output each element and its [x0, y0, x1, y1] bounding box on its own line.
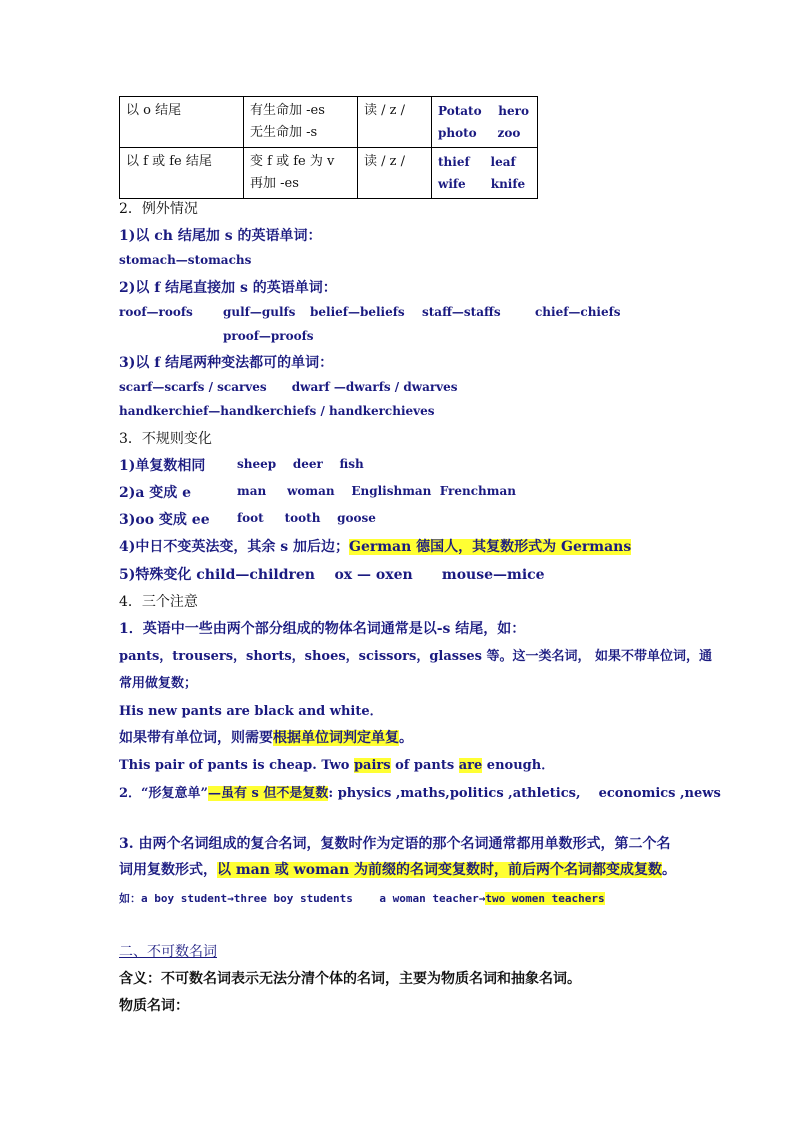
note-text: 词用复数形式，	[119, 862, 217, 878]
note-text: 3. 由两个名词组成的复合名词，复数时作为定语的那个名词通常都用单数形式，第二个名	[119, 836, 671, 852]
note-title	[119, 782, 721, 801]
highlighted-text: German 德国人，其复数形式为 Germans	[349, 539, 632, 555]
example-cell	[432, 97, 538, 148]
highlighted-text: are	[458, 758, 483, 773]
note-text: 。	[662, 862, 677, 878]
example-text: Potato hero	[438, 104, 529, 118]
note-title: 1．英语中一些由两个部分组成的物体名词通常是以-s 结尾，如：	[119, 621, 526, 637]
ending-cell	[120, 97, 244, 148]
rule-text: 4)中日不变英法变，其余 s 加后边；	[119, 539, 349, 555]
plural-rules-table	[119, 96, 538, 199]
word-list: scarf—scarfs / scarves dwarf —dwarfs / dwarves	[119, 380, 458, 394]
example-text: photo zoo	[438, 126, 521, 140]
example-text: 如：a boy student→three boy students a woman teacher→	[119, 892, 486, 905]
word-list: foot tooth goose	[237, 511, 376, 525]
word-list: handkerchief—handkerchiefs / handkerchieves	[119, 404, 435, 418]
example-cell	[432, 148, 538, 199]
note-text: 。	[399, 730, 413, 746]
rule-line: 5)特殊变化 child—children ox — oxen mouse—mice	[119, 567, 545, 583]
highlighted-text: pairs	[353, 758, 391, 773]
word-list: man woman Englishman Frenchman	[237, 484, 516, 498]
example-sentence: His new pants are black and white．	[119, 704, 383, 719]
highlighted-text: 根据单位词判定单复	[273, 730, 399, 746]
pronunciation-cell	[358, 97, 432, 148]
rule-text: 再加 -es	[250, 176, 299, 191]
word-list: sheep deer fish	[237, 457, 364, 471]
item-title: 3)以 f 结尾两种变法都可的单词：	[119, 355, 334, 371]
ending-text: 以 f 或 fe 结尾	[126, 154, 212, 169]
rule-text: 有生命加 -es	[250, 103, 325, 118]
table-row	[120, 148, 538, 199]
definition-text: 含义：不可数名词表示无法分清个体的名词，主要为物质名词和抽象名词。	[119, 971, 581, 987]
item-title: 1)以 ch 结尾加 s 的英语单词：	[119, 228, 322, 244]
rule-label: 3)oo 变成 ee	[119, 512, 210, 528]
section-heading: 3．不规则变化	[119, 431, 212, 447]
example-text: wife knife	[438, 177, 526, 191]
word-pair: belief—beliefs	[310, 305, 405, 319]
note-text: : physics ,maths,politics ,athletics, economics ,news	[328, 786, 721, 801]
word-pair: chief—chiefs	[535, 305, 621, 319]
ending-cell	[120, 148, 244, 199]
section-heading: 4．三个注意	[119, 594, 198, 610]
item-title: 2)以 f 结尾直接加 s 的英语单词：	[119, 280, 337, 296]
rule-text: 变 f 或 fe 为 v	[250, 154, 335, 169]
rule-cell	[244, 97, 358, 148]
pronunciation-text: 读 / z /	[364, 154, 406, 169]
note-text: pants，trousers，shorts，shoes，scissors，glasses 等。这一类名词， 如果不带单位词，通	[119, 649, 713, 664]
rule-text: 无生命加 -s	[250, 125, 318, 140]
example-sentence	[119, 890, 605, 906]
example-sentence	[119, 754, 554, 773]
section-heading: 二、不可数名词	[119, 944, 217, 960]
highlighted-text: two women teachers	[485, 892, 605, 905]
highlighted-text: 以 man 或 woman 为前缀的名词变复数时，前后两个名词都变成复数	[217, 862, 663, 878]
note-text: 如果带有单位词，则需要	[119, 730, 273, 746]
highlighted-text: —虽有 s 但不是复数	[208, 786, 329, 801]
rule-label: 1)单复数相同	[119, 458, 206, 474]
section-heading: 2．例外情况	[119, 201, 198, 217]
rule-line	[119, 536, 631, 556]
pronunciation-cell	[358, 148, 432, 199]
example-text: enough．	[482, 758, 555, 773]
ending-text: 以 o 结尾	[126, 103, 182, 118]
note-text	[119, 859, 676, 879]
pronunciation-text: 读 / z /	[364, 103, 406, 118]
word-list: stomach—stomachs	[119, 253, 252, 267]
word-pair: proof—proofs	[223, 329, 314, 343]
example-text: This pair of pants is cheap. Two	[119, 758, 354, 773]
word-pair: gulf—gulfs	[223, 305, 296, 319]
word-pair: staff—staffs	[422, 305, 501, 319]
example-text: of pants	[390, 758, 459, 773]
note-text: 常用做复数；	[119, 676, 198, 691]
table-row	[120, 97, 538, 148]
note-text	[119, 727, 413, 747]
word-pair: roof—roofs	[119, 305, 193, 319]
example-text: thief leaf	[438, 155, 516, 169]
note-text: 2．“形复意单”	[119, 786, 209, 801]
rule-label: 2)a 变成 e	[119, 485, 192, 501]
subheading: 物质名词：	[119, 998, 189, 1014]
rule-cell	[244, 148, 358, 199]
